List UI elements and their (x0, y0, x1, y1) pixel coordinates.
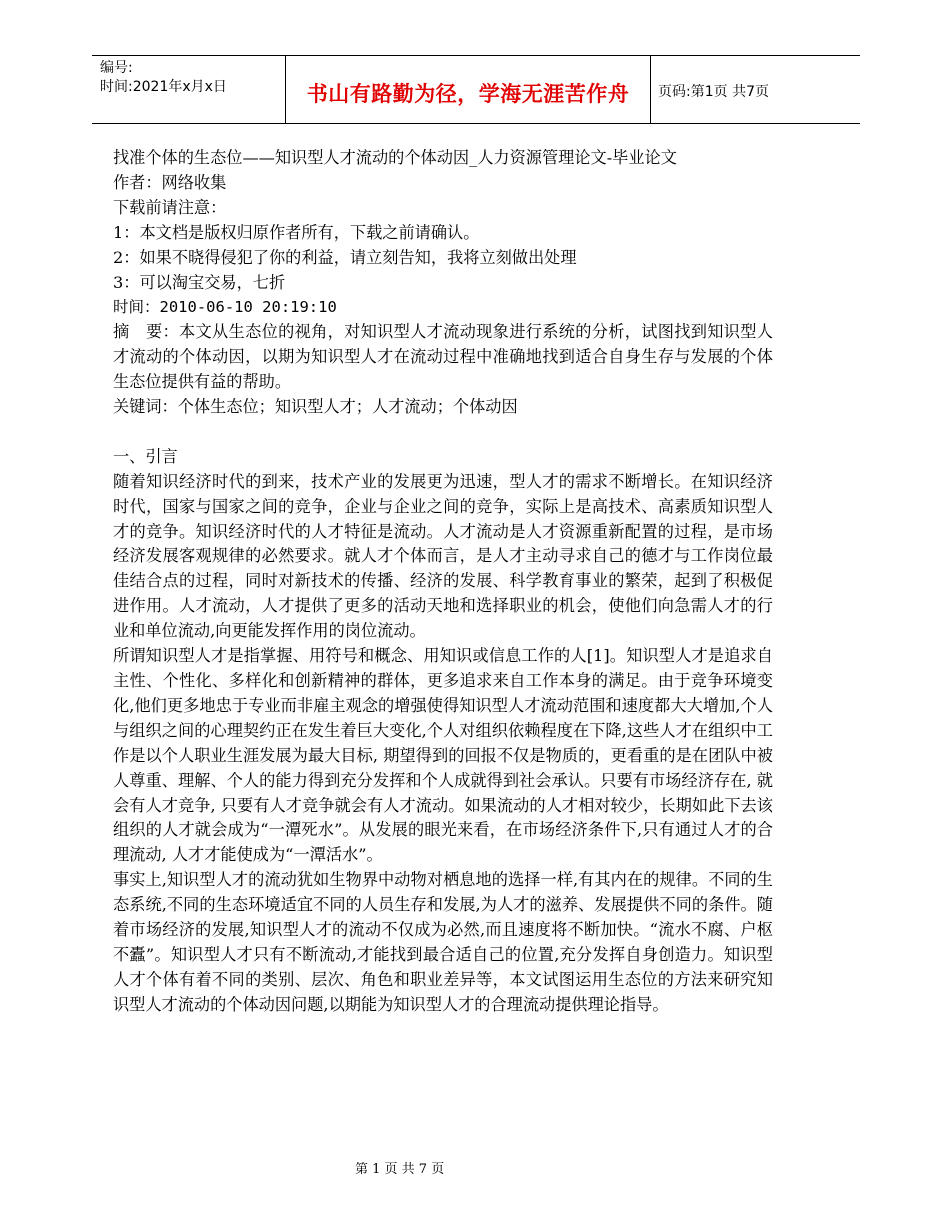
section-heading: 一、引言 (113, 446, 178, 466)
page-header (92, 55, 860, 124)
body-paragraph: 随着知识经济时代的到来，技术产业的发展更为迅速，型人才的需求不断增长。在知识经济时代，国家与国家之间的竞争，企业与企业之间的竞争，实际上是高技术、高素质知识型人才的竞争。知识经济时代的人才特征是流动。人才流动是人才资源重新配置的过程，是市场经济发展客观规律的必然要求。就人才个体而言，是人才主动寻求自己的德才与工作岗位最佳结合点的过程，同时对新技术的传播、经济的发展、科学教育事业的繁荣，起到了积极促进作用。人才流动，人才提供了更多的活动天地和选择职业的机会，使他们向急需人才的行业和单位流动,向更能发挥作用的岗位流动。 (113, 471, 773, 641)
header-motto-cell (285, 56, 651, 123)
document-timestamp: 时间：2010-06-10 20:19:10 (113, 298, 337, 317)
page-footer: 第 1 页 共 7 页 (355, 1162, 445, 1177)
document-number-label: 编号: (100, 60, 133, 76)
notice-item-1: 1：本文档是版权归原作者所有，下载之前请确认。 (113, 222, 480, 242)
body-paragraph: 事实上,知识型人才的流动犹如生物界中动物对栖息地的选择一样,有其内在的规律。不同的生态系统,不同的生态环境适宜不同的人员生存和发展,为人才的滋养、发展提供不同的条件。随着市场经济的发展,知识型人才的流动不仅成为必然,而且速度将不断加快。“流水不腐、户枢不蠹”。知识型人才只有不断流动,才能找到最合适自己的位置,充分发挥自身创造力。知识型人才个体有着不同的类别、层次、角色和职业差异等，本文试图运用生态位的方法来研究知识型人才流动的个体动因问题,以期能为知识型人才的合理流动提供理论指导。 (113, 870, 773, 1014)
notice-heading: 下载前请注意： (113, 197, 227, 217)
document-author: 作者：网络收集 (113, 172, 227, 192)
keywords: 关键词：个体生态位；知识型人才；人才流动；个体动因 (113, 397, 518, 417)
notice-item-3: 3：可以淘宝交易，七折 (113, 272, 286, 292)
document-time-label: 时间:2021年x月x日 (100, 79, 227, 95)
header-right-cell (650, 56, 860, 123)
header-page-info: 页码:第1页 共7页 (658, 84, 769, 100)
notice-item-2: 2：如果不晓得侵犯了你的利益，请立刻告知，我将立刻做出处理 (113, 247, 577, 267)
body-paragraph: 所谓知识型人才是指掌握、用符号和概念、用知识或信息工作的人[1]。知识型人才是追求自主性、个性化、多样化和创新精神的群体，更多追求来自工作本身的满足。由于竞争环境变化,他们更多地忠于专业而非雇主观念的增强使得知识型人才流动范围和速度都大大增加,个人与组织之间的心理契约正在发生着巨大变化,个人对组织依赖程度在下降,这些人才在组织中工作是以个人职业生涯发展为最大目标, 期望得到的回报不仅是物质的，更看重的是在团队中被人尊重、理解、个人的能力得到充分发挥和个人成就得到社会承认。只要有市场经济存在, 就会有人才竞争, 只要有人才竞争就会有人才流动。如果流动的人才相对较少，长期如此下去该组织的人才就会成为“一潭死水”。从发展的眼光来看，在市场经济条件下,只有通过人才的合理流动, 人才才能使成为“一潭活水”。 (113, 646, 773, 865)
blank-line (113, 420, 773, 445)
abstract: 摘 要：本文从生态位的视角，对知识型人才流动现象进行系统的分析，试图找到知识型人才流动的个体动因，以期为知识型人才在流动过程中准确地找到适合自身生存与发展的个体生态位提供有益的帮助。 (113, 322, 773, 392)
header-motto: 书山有路勤为径，学海无涯苦作舟 (306, 82, 630, 106)
document-title: 找准个体的生态位——知识型人才流动的个体动因_人力资源管理论文-毕业论文 (113, 148, 677, 167)
document-body (113, 146, 773, 1018)
header-left-cell (92, 56, 285, 123)
